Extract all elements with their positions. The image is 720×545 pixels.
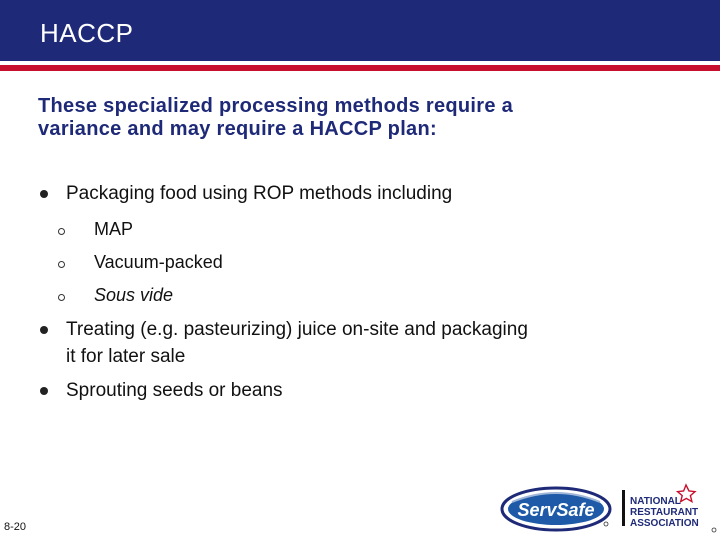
intro-text: These specialized processing methods require a variance and may require a HACCP plan: (38, 95, 514, 140)
sub-item-text: Sous vide (94, 285, 174, 305)
list-item-text: Treating (e.g. pasteurizing) juice on-site and packaging it for later sale (66, 319, 528, 367)
sub-item-text: Vacuum-packed (94, 252, 223, 272)
bullet-dot-icon (40, 326, 48, 334)
bullet-dot-icon (40, 190, 48, 198)
hollow-bullet-icon (58, 228, 65, 235)
footer-logos (498, 478, 720, 540)
header-divider-red (0, 65, 720, 71)
svg-text:RESTAURANT: RESTAURANT (630, 507, 699, 518)
svg-text:NATIONAL: NATIONAL (630, 496, 681, 507)
hollow-bullet-icon (58, 294, 65, 301)
list-item-text: Packaging food using ROP methods including (66, 183, 453, 204)
slide-header (0, 0, 720, 61)
sub-item-text: MAP (94, 219, 134, 239)
list-item-text: Sprouting seeds or beans (66, 380, 283, 401)
servsafe-logo-icon (498, 478, 720, 540)
slide-title: HACCP (40, 18, 134, 48)
svg-text:ASSOCIATION: ASSOCIATION (630, 518, 699, 529)
bullet-dot-icon (40, 387, 48, 395)
hollow-bullet-icon (58, 261, 65, 268)
svg-text:ServSafe: ServSafe (517, 500, 595, 520)
slide-number: 8-20 (4, 521, 27, 533)
